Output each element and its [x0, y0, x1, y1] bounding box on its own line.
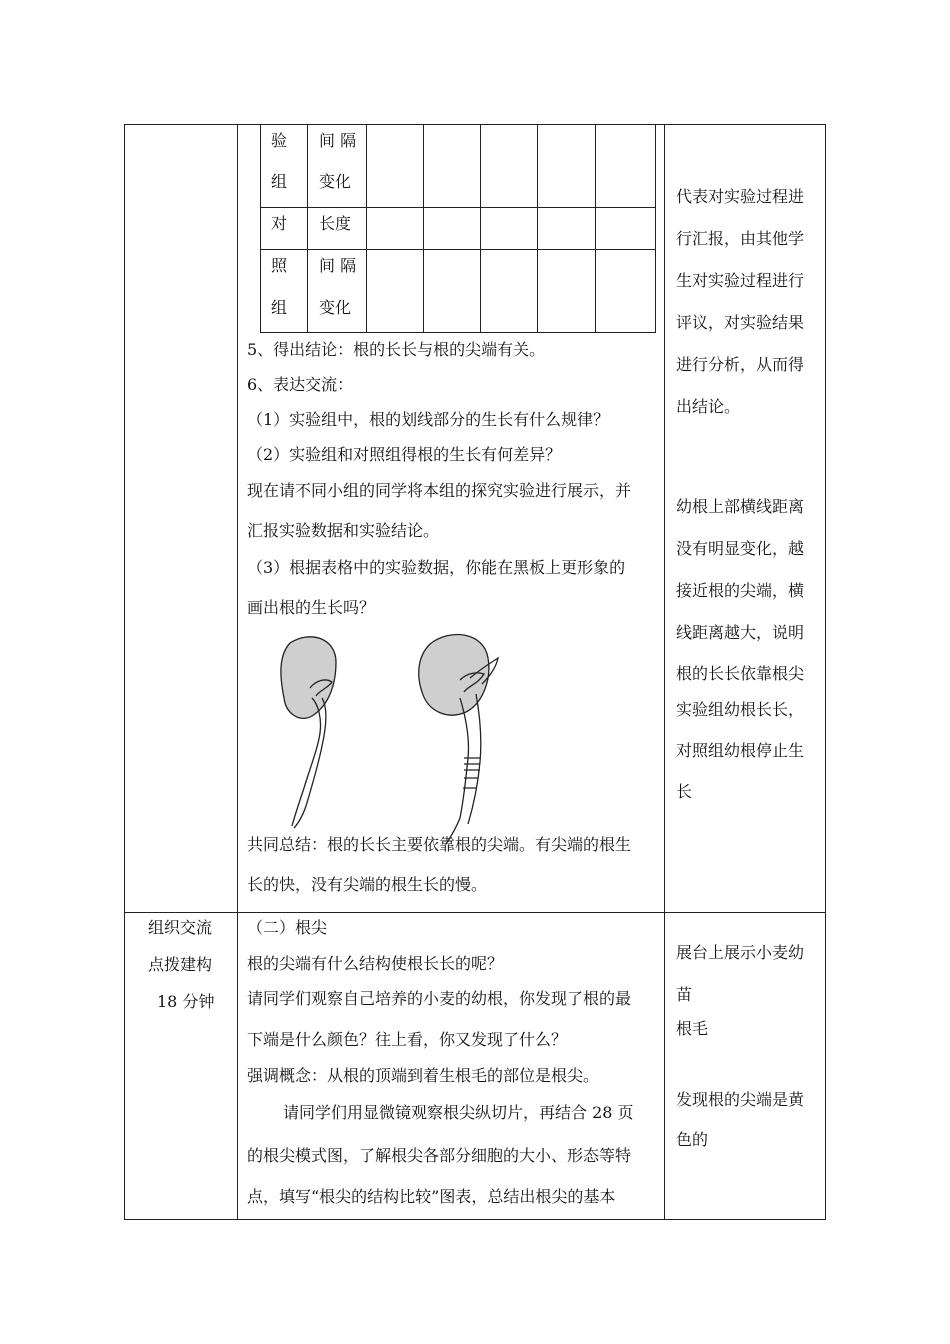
inner-table-border [655, 124, 656, 333]
right-note-line: 没有明显变化，越 [676, 539, 805, 558]
inner-table-border [480, 124, 481, 333]
right-note-line: 出结论。 [676, 397, 741, 416]
body-line: 请同学们用显微镜观察根尖纵切片，再结合 28 页 [283, 1103, 634, 1122]
right-note-line: 长 [676, 782, 693, 801]
inner-table-border [260, 207, 656, 208]
summary-line: 长的快，没有尖端的根生长的慢。 [247, 875, 488, 894]
step-heading: 6、表达交流： [247, 375, 354, 394]
inner-cell-label: 照 [271, 256, 288, 275]
inner-cell-label: 间 隔 [319, 131, 357, 150]
right-note-line: 接近根的尖端，横 [676, 581, 805, 600]
inner-cell-label: 对 [271, 214, 288, 233]
seedling-left [281, 637, 336, 828]
body-line: 的根尖模式图，了解根尖各部分细胞的大小、形态等特 [247, 1146, 632, 1165]
outer-table-top-border [124, 124, 826, 125]
right-note-line: 苗 [676, 985, 693, 1004]
inner-table-border [423, 124, 424, 333]
question-line: 画出根的生长吗？ [247, 598, 376, 617]
inner-cell-label: 变化 [319, 298, 352, 317]
inner-table-border [366, 124, 367, 333]
body-line: 汇报实验数据和实验结论。 [247, 521, 440, 540]
inner-cell-label: 验 [271, 131, 288, 150]
outer-table-row-divider [124, 912, 826, 913]
inner-cell-label: 变化 [319, 172, 352, 191]
outer-table-right-border [825, 124, 826, 1220]
outer-table-col2-border [664, 124, 665, 1220]
right-note-line: 幼根上部横线距离 [676, 497, 805, 516]
question-line: （3）根据表格中的实验数据，你能在黑板上更形象的 [247, 558, 626, 577]
right-note-line: 代表对实验过程进 [676, 187, 805, 206]
body-line: 点，填写“根尖的结构比较”图表，总结出根尖的基本 [247, 1187, 616, 1206]
summary-line: 共同总结：根的长长主要依靠根的尖端。有尖端的根生 [247, 835, 632, 854]
right-note-line: 对照组幼根停止生 [676, 741, 805, 760]
right-note-line: 线距离越大，说明 [676, 623, 805, 642]
inner-table-border [595, 124, 596, 333]
right-note-line: 发现根的尖端是黄 [676, 1090, 805, 1109]
right-note-line: 展台上展示小麦幼 [676, 943, 805, 962]
seedling-right [419, 635, 498, 844]
phase-label: 点拨建构 [148, 955, 213, 974]
phase-duration: 18 分钟 [157, 992, 215, 1011]
right-note-line: 进行分析，从而得 [676, 355, 805, 374]
inner-cell-label: 间 隔 [319, 256, 357, 275]
inner-table-border [260, 249, 656, 250]
body-line: 下端是什么颜色？往上看，你又发现了什么？ [247, 1030, 568, 1049]
inner-table-border [260, 124, 261, 333]
concept-line: 强调概念：从根的顶端到着生根毛的部位是根尖。 [247, 1066, 600, 1085]
inner-cell-label: 长度 [319, 214, 352, 233]
body-line: 请同学们观察自己培养的小麦的幼根，你发现了根的最 [247, 989, 632, 1008]
right-note-line: 根的长长依靠根尖 [676, 664, 805, 683]
section-heading: （二）根尖 [247, 918, 328, 937]
inner-table-border [307, 124, 308, 333]
inner-cell-label: 组 [271, 298, 288, 317]
outer-table-bottom-border [124, 1219, 826, 1220]
right-note-line: 评议，对实验结果 [676, 313, 805, 332]
right-note-line: 根毛 [676, 1019, 709, 1038]
right-note-line: 实验组幼根长长， [676, 700, 805, 719]
inner-cell-label: 组 [271, 172, 288, 191]
question-line: （1）实验组中，根的划线部分的生长有什么规律？ [247, 410, 610, 429]
outer-table-left-border [124, 124, 125, 1220]
right-note-line: 生对实验过程进行 [676, 271, 805, 290]
seedling-illustration [270, 628, 530, 848]
question-line: （2）实验组和对照组得根的生长有何差异？ [247, 445, 562, 464]
body-line: 根的尖端有什么结构使根长长的呢？ [247, 954, 504, 973]
phase-label: 组织交流 [148, 918, 213, 937]
outer-table-col1-border [237, 124, 238, 1220]
right-note-line: 行汇报，由其他学 [676, 229, 805, 248]
inner-table-border [260, 332, 656, 333]
conclusion-line: 5、得出结论：根的长长与根的尖端有关。 [247, 340, 546, 359]
body-line: 现在请不同小组的同学将本组的探究实验进行展示，并 [247, 481, 632, 500]
inner-table-border [537, 124, 538, 333]
right-note-line: 色的 [676, 1130, 709, 1149]
